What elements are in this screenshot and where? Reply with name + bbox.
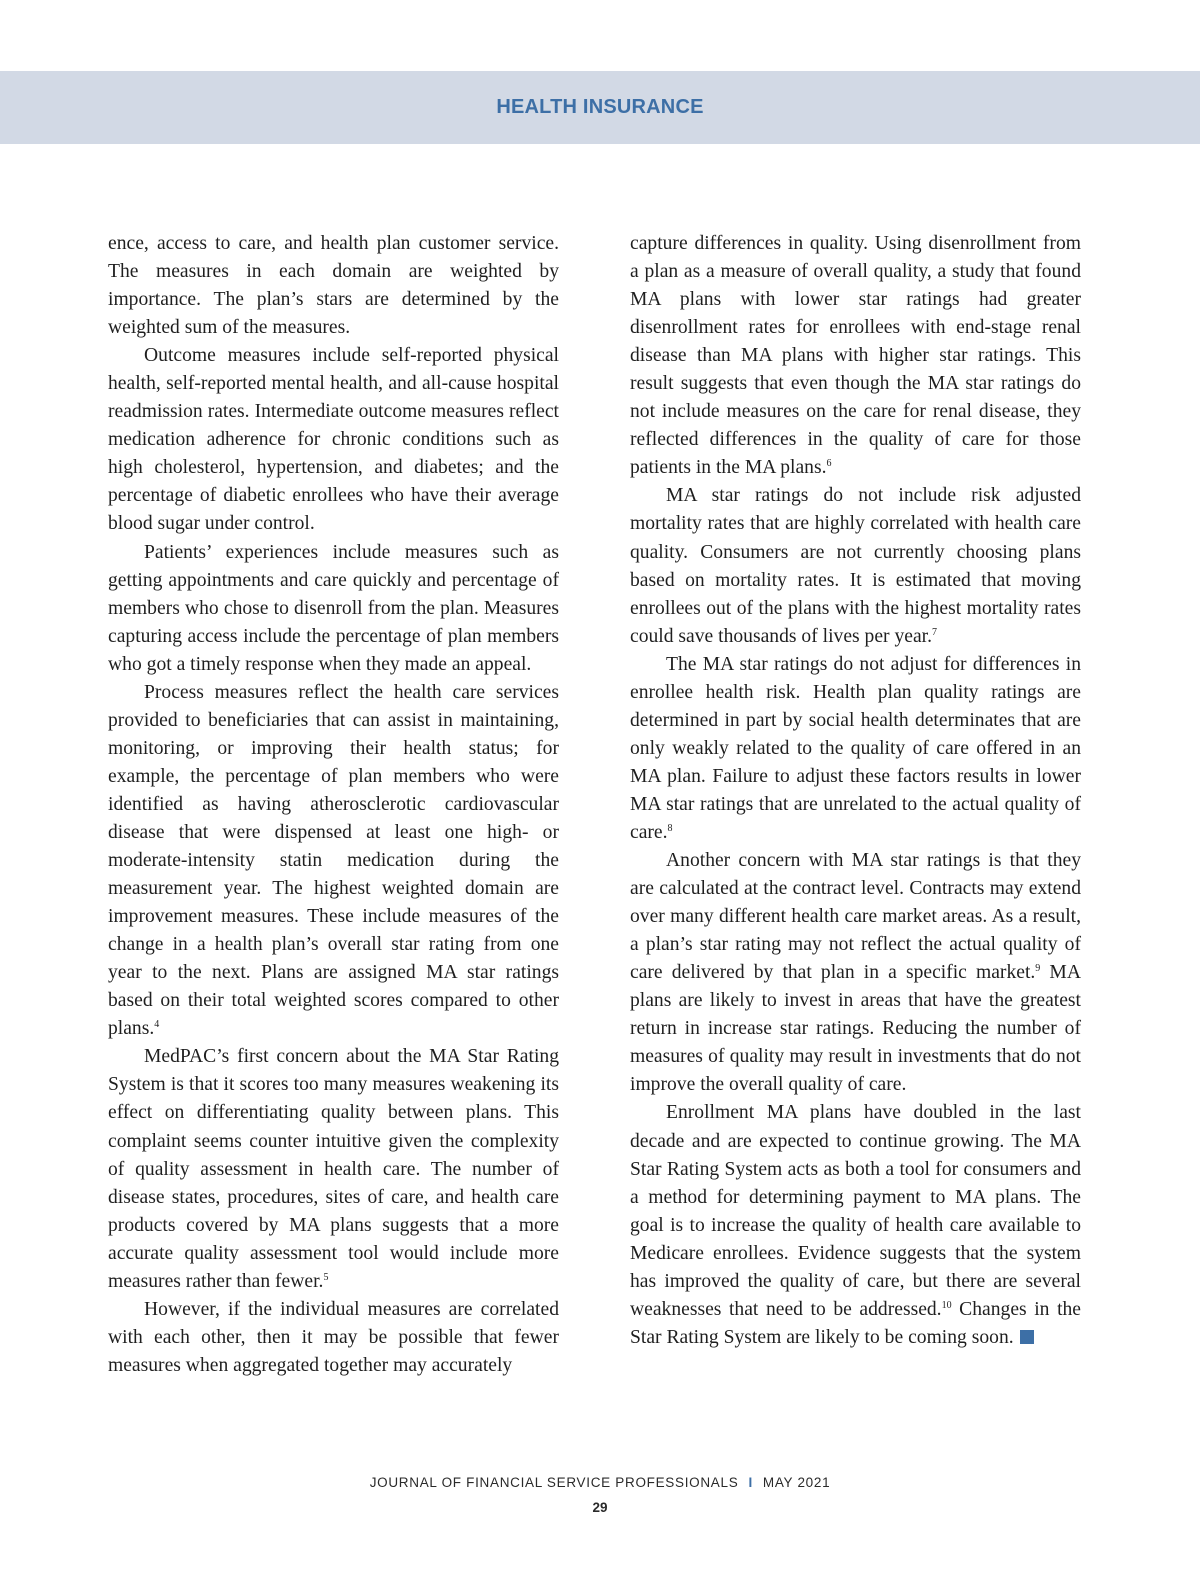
paragraph: MedPAC’s first concern about the MA Star Rating System is that it scores too many measures weakening its effect on differentiating quality between plans. This complaint seems counter intuitive given the complexity of quality assessment in health care. The number of disease states, procedures, sites of care, and health care products covered by MA plans suggests that a more accurate quality assessment tool would include more measures rather than fewer.$^5$: [108, 1046, 559, 1292]
end-of-article-square-icon: [1020, 1330, 1034, 1344]
right-column: [630, 230, 1081, 1352]
footnote-ref: 5: [323, 1271, 329, 1283]
paragraph: However, if the individual measures are correlated with each other, then it may be possible that fewer measures when aggregated together may accurately: [108, 1298, 559, 1376]
paragraph: Another concern with MA star ratings is that they are calculated at the contract level. Contracts may extend over many different health care market areas. As a result, a plan’s star rating may not reflect the actual quality of care delivered by that plan in a specific market.$^9$ MA plans are likely to invest in areas that have the greatest return in increase star ratings. Reducing the number of measures of quality may result in investments that do not improve the overall quality of care.: [630, 850, 1081, 1096]
footer-separator: I: [748, 1475, 753, 1490]
footnote-ref: 10: [941, 1299, 952, 1311]
journal-name: JOURNAL OF FINANCIAL SERVICE PROFESSIONALS: [369, 1475, 739, 1490]
footnote-ref: 9: [1035, 963, 1041, 975]
paragraph: Enrollment MA plans have doubled in the last decade and are expected to continue growing. The MA Star Rating System acts as both a tool for consumers and a method for determining payment to MA plans. The goal is to increase the quality of health care available to Medicare enrollees. Evidence suggests that the system has improved the quality of care, but there are several weaknesses that need to be addressed.$^{10}$ Changes in the Star Rating System are likely to be coming soon.: [630, 1102, 1082, 1348]
footnote-ref: 6: [826, 458, 832, 470]
paragraph: Outcome measures include self-reported physical health, self-reported mental health, and all-cause hospital readmission rates. Intermediate outcome measures reflect medication adherence for chronic conditions such as high cholesterol, hypertension, and diabetes; and the percentage of diabetic enrollees who have their average blood sugar under control.: [108, 345, 559, 535]
paragraph: Patients’ experiences include measures such as getting appointments and care quickly and percentage of members who chose to disenroll from the plan. Measures capturing access include the percentage of plan members who got a timely response when they made an appeal.: [108, 541, 559, 675]
footnote-ref: 4: [154, 1019, 160, 1031]
paragraph: The MA star ratings do not adjust for differences in enrollee health risk. Health plan quality ratings are determined in part by social health determinates that are only weakly related to the quality of care offered in an MA plan. Failure to adjust these factors results in lower MA star ratings that are unrelated to the actual quality of care.$^8$: [630, 653, 1081, 843]
paragraph: ence, access to care, and health plan customer service. The measures in each domain are weighted by importance. The plan’s stars are determined by the weighted sum of the measures.: [108, 233, 559, 339]
left-column: [108, 230, 559, 1380]
footnote-ref: 8: [667, 822, 673, 834]
paragraph: MA star ratings do not include risk adjusted mortality rates that are highly correlated with health care quality. Consumers are not currently choosing plans based on mortality rates. It is estimated that moving enrollees out of the plans with the highest mortality rates could save thousands of lives per year.$^7$: [630, 485, 1081, 647]
running-footer: [0, 1475, 1200, 1490]
issue-date: MAY 2021: [762, 1475, 831, 1490]
paragraph: capture differences in quality. Using disenrollment from a plan as a measure of overall quality, a study that found MA plans with lower star ratings had greater disenrollment rates for enrollees with end-stage renal disease than MA plans with higher star ratings. This result suggests that even though the MA star ratings do not include measures on the care for renal disease, they reflected differences in the quality of care for those patients in the MA plans.$^6$: [630, 233, 1081, 479]
section-title: HEALTH INSURANCE: [496, 96, 704, 118]
paragraph: Process measures reflect the health care services provided to beneficiaries that can assist in maintaining, monitoring, or improving their health status; for example, the percentage of plan members who were identified as having atherosclerotic cardiovascular disease that were dispensed at least one high- or moderate-intensity statin medication during the measurement year. The highest weighted domain are improvement measures. These include measures of the change in a health plan’s overall star rating from one year to the next. Plans are assigned MA star ratings based on their total weighted scores compared to other plans.$^4$: [108, 681, 559, 1040]
page-number: 29: [592, 1500, 608, 1515]
footnote-ref: 7: [932, 626, 937, 638]
